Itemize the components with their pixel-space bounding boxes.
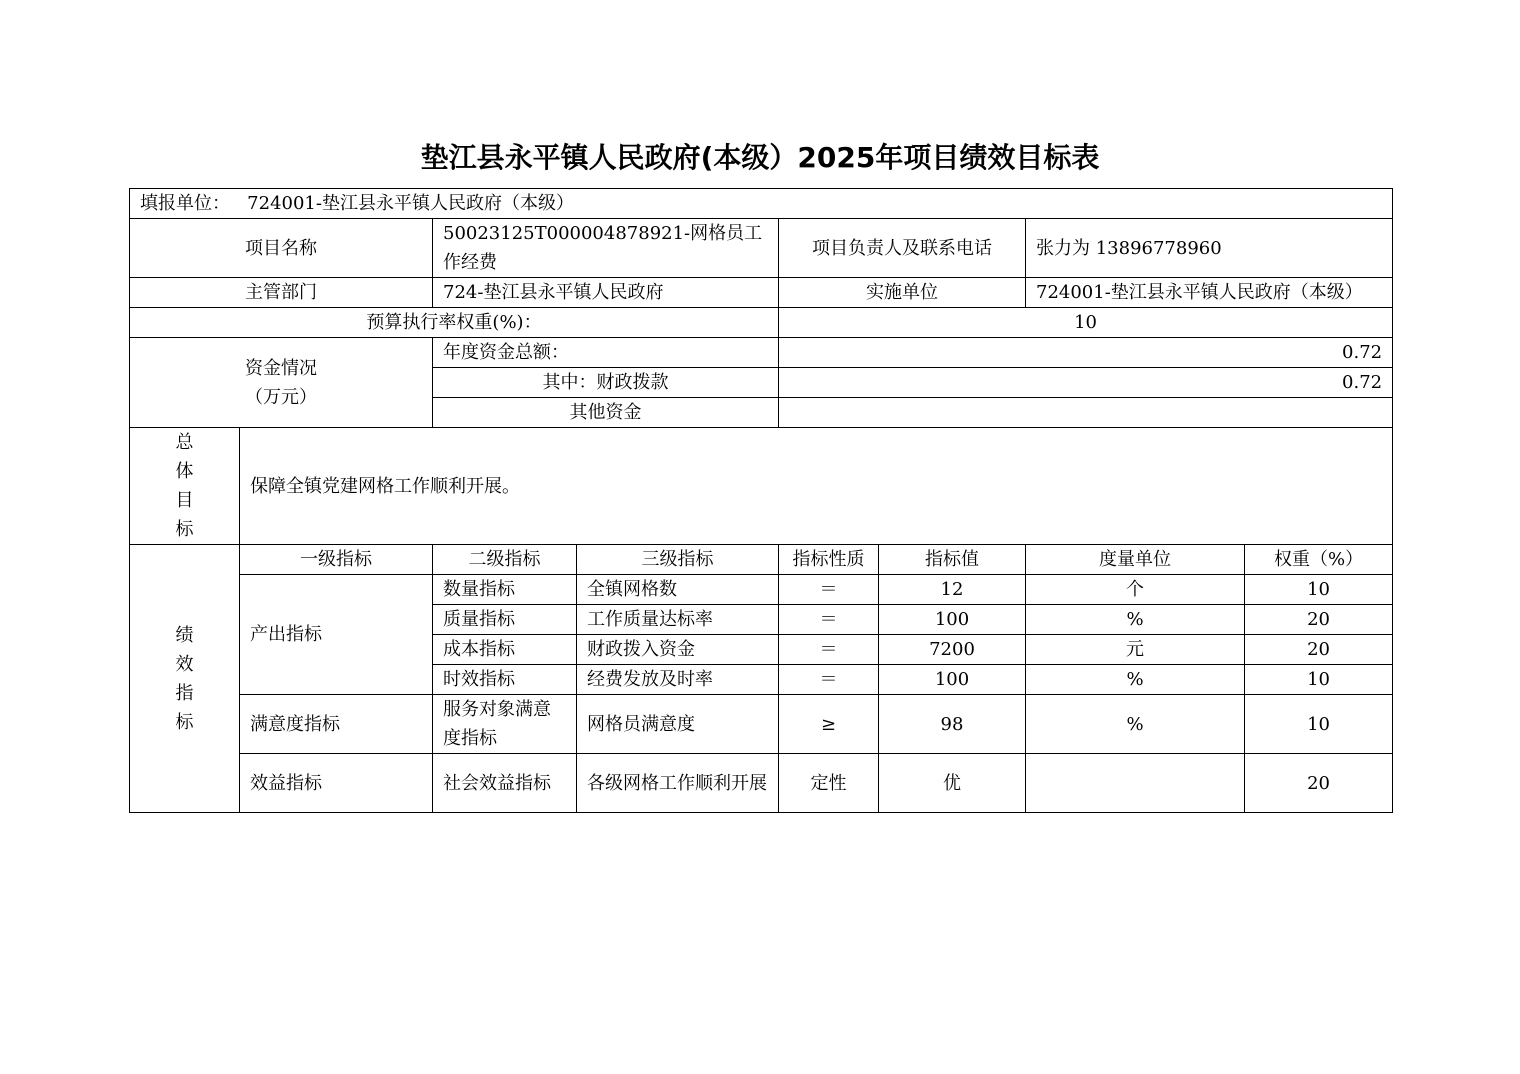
nature-cell: ＝: [779, 605, 879, 635]
value-cell: 100: [879, 665, 1026, 695]
dept-value: 724-垫江县永平镇人民政府: [433, 278, 779, 308]
level3-cell: 工作质量达标率: [577, 605, 779, 635]
header-value: 指标值: [879, 545, 1026, 575]
unit-cell: %: [1026, 665, 1245, 695]
level3-cell: 全镇网格数: [577, 575, 779, 605]
unit-cell: %: [1026, 695, 1245, 754]
project-name-label: 项目名称: [130, 219, 433, 278]
level1-output: 产出指标: [240, 575, 433, 695]
value-cell: 100: [879, 605, 1026, 635]
funds-fiscal-label: 其中：财政拨款: [433, 368, 779, 398]
level3-cell: 各级网格工作顺利开展: [577, 754, 779, 813]
dept-row: [130, 278, 1393, 308]
performance-target-table: [129, 188, 1393, 813]
manager-value: 张力为 13896778960: [1026, 219, 1393, 278]
perf-label-char: 指: [175, 682, 194, 704]
funds-label-line1: 资金情况: [245, 357, 317, 379]
funds-other-label: 其他资金: [433, 398, 779, 428]
perf-label-char: 绩: [175, 624, 194, 646]
value-cell: 7200: [879, 635, 1026, 665]
perf-label-char: 效: [175, 653, 194, 675]
unit-cell: [1026, 754, 1245, 813]
budget-weight-value: 10: [779, 308, 1393, 338]
unit-label: 填报单位：: [140, 193, 230, 214]
weight-cell: 10: [1245, 575, 1393, 605]
goal-label-char: 目: [175, 490, 194, 511]
budget-weight-label: 预算执行率权重(%)：: [130, 308, 779, 338]
unit-value: 724001-垫江县永平镇人民政府（本级）: [247, 193, 574, 214]
weight-cell: 20: [1245, 754, 1393, 813]
table-row: [130, 575, 1393, 605]
unit-row: [130, 189, 1393, 219]
funds-label: [130, 338, 433, 428]
goal-label-char: 体: [175, 461, 194, 482]
weight-cell: 10: [1245, 665, 1393, 695]
level2-cell: 数量指标: [433, 575, 577, 605]
impl-value: 724001-垫江县永平镇人民政府（本级）: [1026, 278, 1393, 308]
level1-satisfaction: 满意度指标: [240, 695, 433, 754]
project-name-value: 50023125T000004878921-网格员工作经费: [433, 219, 779, 278]
perf-label-char: 标: [175, 711, 194, 733]
page-title: 垫江县永平镇人民政府(本级）2025年项目绩效目标表: [420, 141, 1100, 174]
header-nature: 指标性质: [779, 545, 879, 575]
table-row: [130, 754, 1393, 813]
funds-fiscal-value: 0.72: [779, 368, 1393, 398]
funds-total-value: 0.72: [779, 338, 1393, 368]
goal-label-char: 标: [175, 519, 194, 540]
goal-label-char: 总: [175, 432, 194, 453]
unit-cell: 个: [1026, 575, 1245, 605]
table-row: [130, 695, 1393, 754]
weight-cell: 10: [1245, 695, 1393, 754]
level2-cell: 成本指标: [433, 635, 577, 665]
perf-label: [130, 545, 240, 813]
level3-cell: 经费发放及时率: [577, 665, 779, 695]
level2-cell: 社会效益指标: [433, 754, 577, 813]
goal-label: [130, 428, 240, 545]
nature-cell: 定性: [779, 754, 879, 813]
dept-label: 主管部门: [130, 278, 433, 308]
unit-cell: [130, 189, 1393, 219]
project-name-row: [130, 219, 1393, 278]
nature-cell: ＝: [779, 635, 879, 665]
budget-weight-row: [130, 308, 1393, 338]
weight-cell: 20: [1245, 635, 1393, 665]
value-cell: 优: [879, 754, 1026, 813]
funds-label-line2: （万元）: [245, 386, 317, 408]
level3-cell: 财政拨入资金: [577, 635, 779, 665]
level2-cell: 时效指标: [433, 665, 577, 695]
header-level2: 二级指标: [433, 545, 577, 575]
unit-cell: %: [1026, 605, 1245, 635]
value-cell: 12: [879, 575, 1026, 605]
level2-cell: 质量指标: [433, 605, 577, 635]
weight-cell: 20: [1245, 605, 1393, 635]
level3-cell: 网格员满意度: [577, 695, 779, 754]
nature-cell: ＝: [779, 665, 879, 695]
header-unit: 度量单位: [1026, 545, 1245, 575]
manager-label: 项目负责人及联系电话: [779, 219, 1026, 278]
unit-cell: 元: [1026, 635, 1245, 665]
level1-benefit: 效益指标: [240, 754, 433, 813]
value-cell: 98: [879, 695, 1026, 754]
nature-cell: ＝: [779, 575, 879, 605]
perf-header-row: [130, 545, 1393, 575]
header-level1: 一级指标: [240, 545, 433, 575]
funds-total-label: 年度资金总额：: [433, 338, 779, 368]
funds-other-value: [779, 398, 1393, 428]
nature-cell: ≥: [779, 695, 879, 754]
funds-total-row: [130, 338, 1393, 368]
header-level3: 三级指标: [577, 545, 779, 575]
impl-label: 实施单位: [779, 278, 1026, 308]
goal-text: 保障全镇党建网格工作顺利开展。: [240, 428, 1393, 545]
header-weight: 权重（%）: [1245, 545, 1393, 575]
goal-row: [130, 428, 1393, 545]
level2-cell: 服务对象满意度指标: [433, 695, 577, 754]
